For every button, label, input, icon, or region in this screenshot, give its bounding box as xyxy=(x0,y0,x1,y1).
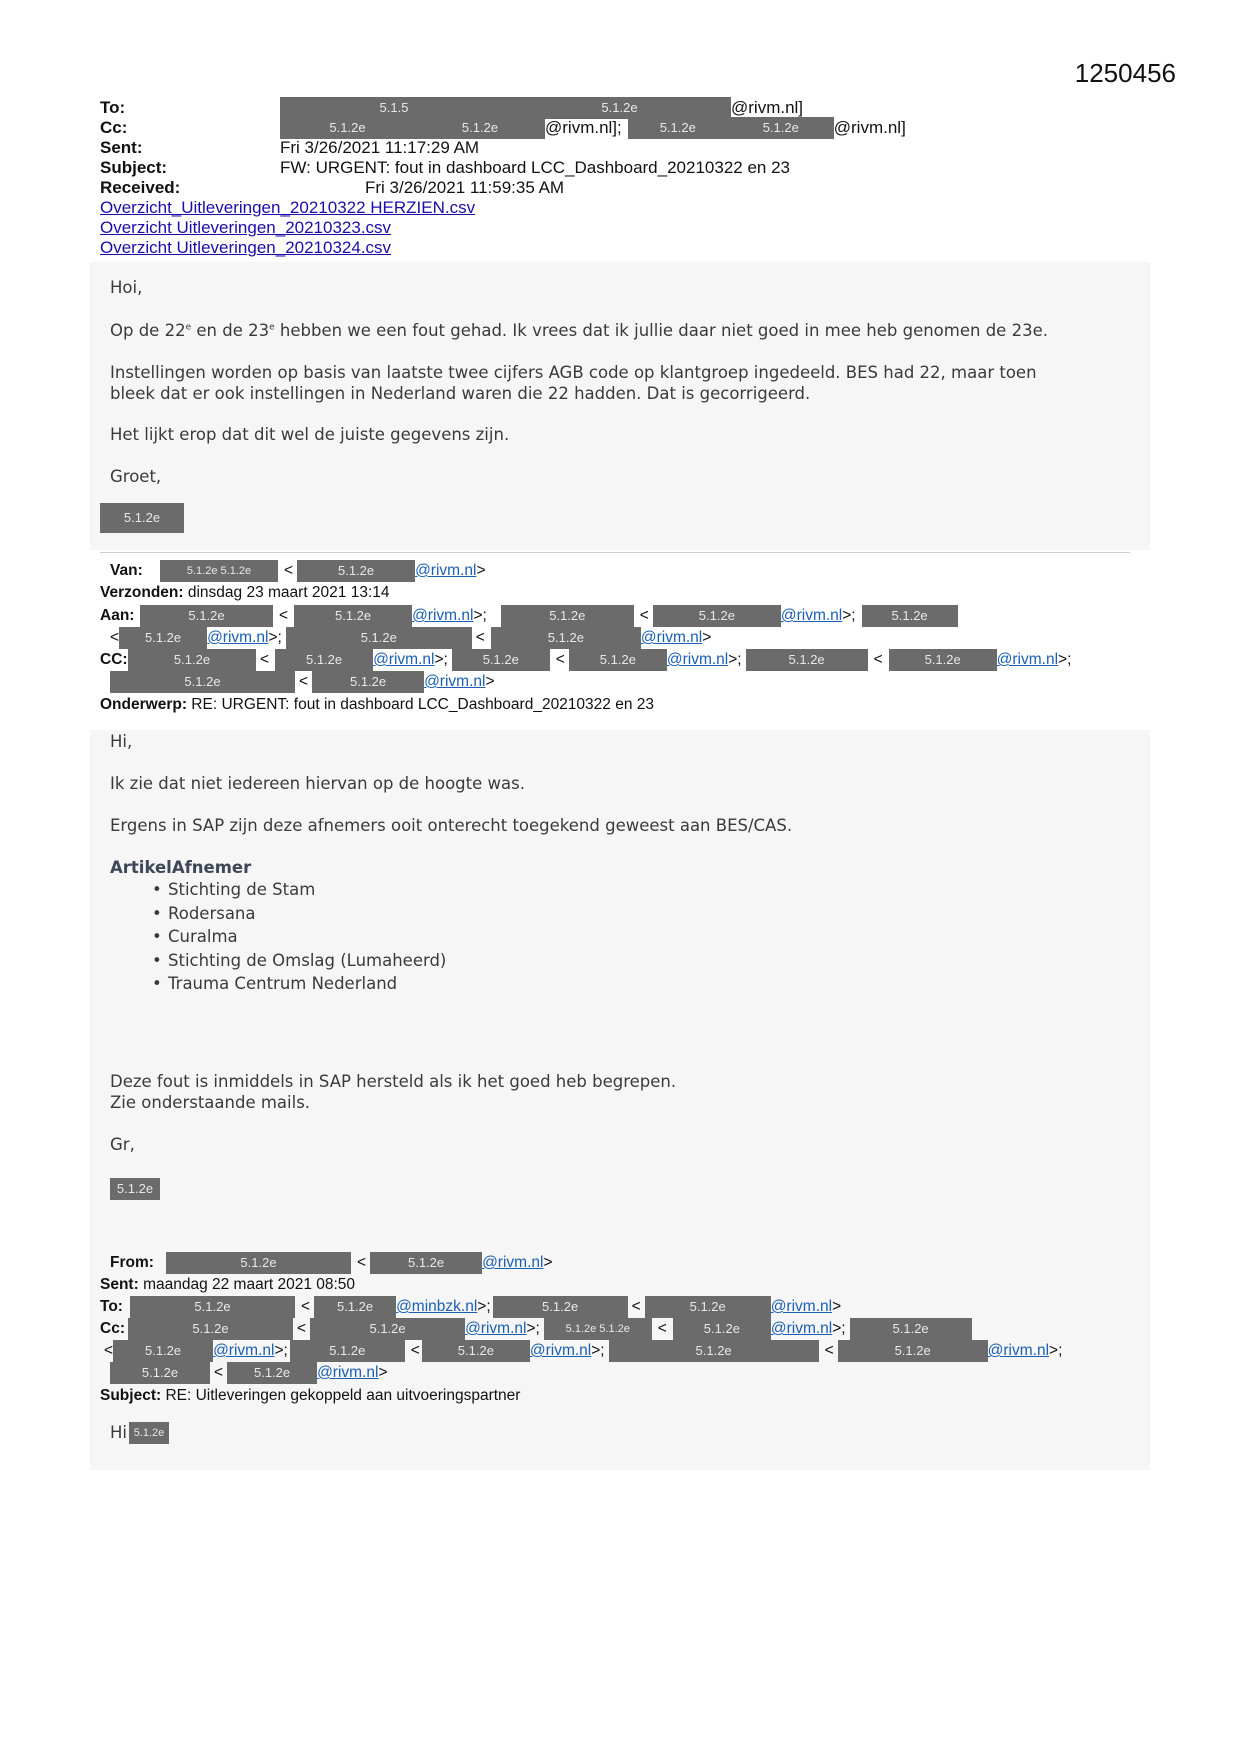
paragraph: Ergens in SAP zijn deze afnemers ooit onterecht toegekend geweest aan BES/CAS. xyxy=(110,816,793,835)
received-value: Fri 3/26/2021 11:59:35 AM xyxy=(365,178,565,197)
redaction: 5.1.2e 5.1.2e xyxy=(544,1318,652,1340)
sent-row xyxy=(100,138,906,158)
redaction: 5.1.2e xyxy=(728,117,834,139)
email-link[interactable]: @rivm.nl xyxy=(373,651,435,668)
redaction: 5.1.2e xyxy=(569,649,667,671)
gt: > xyxy=(378,1364,388,1381)
redaction: 5.1.2e xyxy=(314,1296,396,1318)
email-link[interactable]: @rivm.nl xyxy=(424,673,486,690)
redaction: 5.1.2e xyxy=(129,1422,169,1444)
email-link[interactable]: @rivm.nl xyxy=(987,1342,1050,1359)
email-link[interactable]: @rivm.nl xyxy=(412,607,474,624)
email-link[interactable]: @rivm.nl xyxy=(207,629,269,646)
list-item: • Stichting de Omslag (Lumaheerd) xyxy=(168,949,446,973)
gt-semi: >; xyxy=(274,1342,288,1359)
to-label: To: xyxy=(100,98,126,117)
cc-row xyxy=(100,118,906,138)
lt: < xyxy=(631,1298,641,1315)
email-link[interactable]: @rivm.nl xyxy=(465,1320,527,1337)
divider xyxy=(100,552,1130,553)
gt-semi: >; xyxy=(728,651,742,668)
redaction: 5.1.2e xyxy=(297,560,415,582)
to-email-tail: @rivm.nl] xyxy=(731,98,804,117)
redaction: 5.1.2e xyxy=(290,1340,405,1362)
email-link[interactable]: @minbzk.nl xyxy=(396,1298,478,1315)
closing: Gr, xyxy=(110,1135,135,1154)
redaction: 5.1.2e xyxy=(227,1362,317,1384)
email-link[interactable]: @rivm.nl xyxy=(529,1342,592,1359)
signature-redaction: 5.1.2e xyxy=(100,503,184,533)
subject-value: FW: URGENT: fout in dashboard LCC_Dashboard_20210322 en 23 xyxy=(280,158,790,177)
cc-label: Cc: xyxy=(100,118,128,137)
redaction: 5.1.2e xyxy=(493,1296,628,1318)
received-label: Received: xyxy=(100,178,181,197)
email-link[interactable]: @rivm.nl xyxy=(317,1364,379,1381)
redaction: 5.1.2e xyxy=(501,605,634,627)
lt: < xyxy=(260,651,270,668)
paragraph: Het lijkt erop dat dit wel de juiste gegevens zijn. xyxy=(110,425,510,444)
redaction: 5.1.2e xyxy=(452,649,550,671)
redaction: 5.1.2e xyxy=(645,1296,771,1318)
redaction: 5.1.2e xyxy=(286,627,472,649)
lt: < xyxy=(475,629,485,646)
cc-label: CC: xyxy=(100,651,128,668)
redaction: 5.1.2e xyxy=(838,1340,988,1362)
redaction: 5.1.5 xyxy=(280,97,508,119)
list-item: • Curalma xyxy=(168,925,446,949)
lt: < xyxy=(657,1320,667,1337)
gt: > xyxy=(702,629,712,646)
lt: < xyxy=(301,1298,311,1315)
redaction: 5.1.2e xyxy=(850,1318,972,1340)
subject-label: Subject: xyxy=(100,158,168,177)
paragraph-line: Deze fout is inmiddels in SAP hersteld als ik het goed heb begrepen. xyxy=(110,1072,677,1091)
lt: < xyxy=(279,607,289,624)
redaction: 5.1.2e xyxy=(130,1296,295,1318)
gt-semi: >; xyxy=(473,607,487,624)
lt: < xyxy=(284,562,294,579)
redaction: 5.1.2e xyxy=(128,1318,293,1340)
email-link[interactable]: @rivm.nl xyxy=(213,1342,275,1359)
lt: < xyxy=(410,1342,420,1359)
redaction: 5.1.2e xyxy=(166,1252,351,1274)
email-link[interactable]: @rivm.nl xyxy=(780,607,843,624)
paragraph-line: Zie onderstaande mails. xyxy=(110,1093,311,1112)
email-header xyxy=(100,98,906,258)
redaction: 5.1.2e xyxy=(110,671,295,693)
gt-semi: >; xyxy=(842,607,856,624)
redaction: 5.1.2e xyxy=(140,605,273,627)
cc-email-tail: @rivm.nl] xyxy=(833,118,906,137)
redaction: 5.1.2e xyxy=(280,117,415,139)
sent-value: Fri 3/26/2021 11:17:29 AM xyxy=(280,138,480,157)
forwarded-header-2 xyxy=(100,554,1150,724)
redaction: 5.1.2e xyxy=(128,649,256,671)
attachment-link[interactable]: Overzicht_Uitleveringen_20210322 HERZIEN.csv xyxy=(100,198,476,217)
redaction: 5.1.2e xyxy=(312,671,424,693)
redaction: 5.1.2e xyxy=(508,97,731,119)
customer-list xyxy=(150,878,446,996)
signature-redaction: 5.1.2e xyxy=(110,1178,160,1200)
onderwerp-value: RE: URGENT: fout in dashboard LCC_Dashboard_20210322 en 23 xyxy=(191,696,655,713)
attachment-link[interactable]: Overzicht Uitleveringen_20210323.csv xyxy=(100,218,392,237)
gt-semi: >; xyxy=(268,629,282,646)
lt: < xyxy=(357,1254,367,1271)
gt: > xyxy=(543,1254,553,1271)
verzonden-label: Verzonden: xyxy=(100,584,184,601)
gt: > xyxy=(485,673,495,690)
lt: < xyxy=(214,1364,224,1381)
greeting: Hi, xyxy=(110,732,133,751)
email-link[interactable]: @rivm.nl xyxy=(482,1254,544,1271)
lt: < xyxy=(299,673,309,690)
greeting: Hi xyxy=(110,1423,127,1442)
cc-email-part: @rivm.nl]; xyxy=(545,118,622,137)
forwarded-header-3 xyxy=(100,1240,1150,1470)
gt-semi: >; xyxy=(1049,1342,1063,1359)
greeting: Hoi, xyxy=(110,278,143,297)
paragraph-line: bleek dat er ook instellingen in Nederland waren die 22 hadden. Dat is gecorrigeerd. xyxy=(110,384,811,403)
van-label: Van: xyxy=(110,562,143,579)
subject-row xyxy=(100,158,906,178)
redaction: 5.1.2e xyxy=(491,627,641,649)
paragraph: Ik zie dat niet iedereen hiervan op de hoogte was. xyxy=(110,774,525,793)
message-body-2 xyxy=(90,730,1150,1238)
lt: < xyxy=(297,1320,307,1337)
redaction: 5.1.2e xyxy=(415,117,545,139)
redaction: 5.1.2e xyxy=(628,117,728,139)
gt: > xyxy=(832,1298,842,1315)
received-row xyxy=(100,178,906,198)
lt: < xyxy=(555,651,565,668)
redaction: 5.1.2e xyxy=(294,605,412,627)
to-row xyxy=(100,98,906,118)
to-label: To: xyxy=(100,1298,123,1315)
redaction: 5.1.2e xyxy=(653,605,781,627)
gt-semi: >; xyxy=(477,1298,491,1315)
redaction: 5.1.2e xyxy=(113,1340,213,1362)
redaction: 5.1.2e xyxy=(422,1340,530,1362)
subject-value: RE: Uitleveringen gekoppeld aan uitvoeringspartner xyxy=(165,1387,521,1404)
redaction: 5.1.2e xyxy=(310,1318,465,1340)
gt: > xyxy=(476,562,486,579)
lt: < xyxy=(873,651,883,668)
from-label: From: xyxy=(110,1254,154,1271)
paragraph-line: Instellingen worden op basis van laatste twee cijfers AGB code op klantgroep ingedeeld. BES had 22, maar toen xyxy=(110,363,1037,382)
email-link[interactable]: @rivm.nl xyxy=(666,651,729,668)
list-item: • Stichting de Stam xyxy=(168,878,446,902)
redaction: 5.1.2e xyxy=(746,649,868,671)
list-item: • Rodersana xyxy=(168,902,446,926)
cc-label: Cc: xyxy=(100,1320,125,1337)
lt: < xyxy=(824,1342,834,1359)
message-body-1 xyxy=(90,262,1150,550)
email-link[interactable]: @rivm.nl xyxy=(640,629,703,646)
redaction: 5.1.2e xyxy=(673,1318,771,1340)
lt: < xyxy=(104,1342,114,1359)
redaction: 5.1.2e xyxy=(275,649,373,671)
gt-semi: >; xyxy=(434,651,448,668)
redaction: 5.1.2e xyxy=(609,1340,819,1362)
aan-label: Aan: xyxy=(100,607,135,624)
redaction: 5.1.2e xyxy=(119,627,207,649)
paragraph: Op de 22e en de 23e hebben we een fout gehad. Ik vrees dat ik jullie daar niet goed in mee heb genomen de 23e. xyxy=(110,321,1048,340)
sent-value: maandag 22 maart 2021 08:50 xyxy=(143,1276,356,1293)
gt-semi: >; xyxy=(526,1320,540,1337)
redaction: 5.1.2e xyxy=(889,649,997,671)
email-link[interactable]: @rivm.nl xyxy=(415,562,477,579)
verzonden-value: dinsdag 23 maart 2021 13:14 xyxy=(187,584,390,601)
email-link[interactable]: @rivm.nl xyxy=(996,651,1059,668)
gt-semi: >; xyxy=(591,1342,605,1359)
lt: < xyxy=(110,629,120,646)
list-item: • Trauma Centrum Nederland xyxy=(168,972,446,996)
redaction: 5.1.2e xyxy=(862,605,958,627)
email-link[interactable]: @rivm.nl xyxy=(770,1298,833,1315)
sent-label: Sent: xyxy=(100,1276,139,1293)
sent-label: Sent: xyxy=(100,138,143,157)
redaction: 5.1.2e xyxy=(370,1252,482,1274)
redaction: 5.1.2e xyxy=(110,1362,210,1384)
closing: Groet, xyxy=(110,467,162,486)
gt-semi: >; xyxy=(1058,651,1072,668)
gt-semi: >; xyxy=(832,1320,846,1337)
onderwerp-label: Onderwerp: xyxy=(100,696,187,713)
document-number: 1250456 xyxy=(1074,58,1176,88)
lt: < xyxy=(639,607,649,624)
subject-label: Subject: xyxy=(100,1387,162,1404)
attachment-link[interactable]: Overzicht Uitleveringen_20210324.csv xyxy=(100,238,392,257)
email-link[interactable]: @rivm.nl xyxy=(770,1320,833,1337)
list-title: ArtikelAfnemer xyxy=(110,858,252,877)
redaction: 5.1.2e 5.1.2e xyxy=(160,560,278,582)
